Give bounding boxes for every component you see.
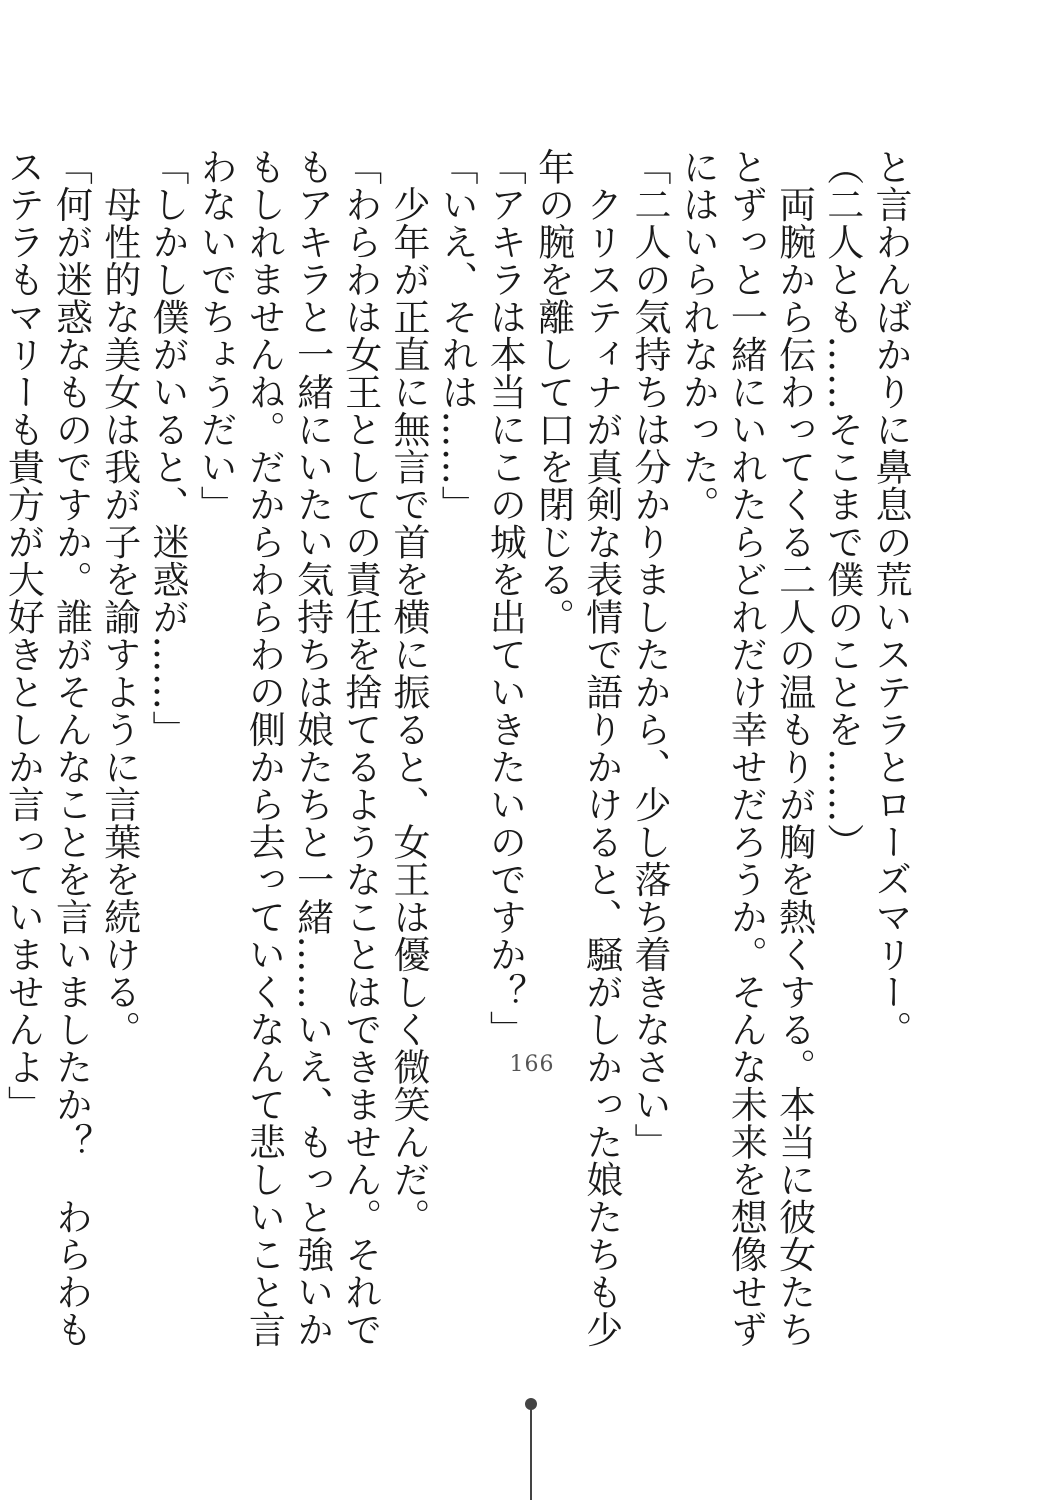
paragraph-9: 「わらわは女王としての責任を捨てるようなことはできません。それでもアキラと一緒にいたい気持ちは娘たちと一緒……いえ、もっと強いかもしれませんね。だからわらわの側から去っていくなんて悲しいこと言わないでちょうだい」 xyxy=(194,148,382,1348)
paragraph-7: 「いえ、それは……」 xyxy=(435,148,479,523)
page-body-text xyxy=(1,148,914,1348)
paragraph-3: 両腕から伝わってくる二人の温もりが胸を熱くする。本当に彼女たちとずっと一緒にいれたらどれだけ幸せだろうか。そんな未来を想像せずにはいられなかった。 xyxy=(676,148,816,1348)
paragraph-4: 「二人の気持ちは分かりましたから、少し落ち着きなさい」 xyxy=(627,148,671,1161)
paragraph-11: 母性的な美女は我が子を諭すように言葉を続ける。 xyxy=(97,148,141,1048)
paragraph-5: クリスティナが真剣な表情で語りかけると、騒がしかった娘たちも少年の腕を離して口を閉じる。 xyxy=(531,148,623,1348)
paragraph-10: 「しかし僕がいると、迷惑が……」 xyxy=(145,148,189,748)
paragraph-6: 「アキラは本当にこの城を出ていきたいのですか？」 xyxy=(483,148,527,1048)
page-number: 166 xyxy=(509,1052,555,1077)
paragraph-12: 「何が迷惑なものですか。誰がそんなことを言いましたか？ わらわもステラもマリーも貴方が大好きとしか言っていませんよ」 xyxy=(1,148,93,1348)
paragraph-2: （二人とも……そこまで僕のことを……） xyxy=(820,148,864,861)
paragraph-1: と言わんばかりに鼻息の荒いステラとローズマリー。 xyxy=(869,148,912,1048)
page-marker-pin xyxy=(525,1398,537,1500)
paragraph-8: 少年が正直に無言で首を横に振ると、女王は優しく微笑んだ。 xyxy=(386,148,430,1236)
marker-line xyxy=(530,1408,532,1500)
